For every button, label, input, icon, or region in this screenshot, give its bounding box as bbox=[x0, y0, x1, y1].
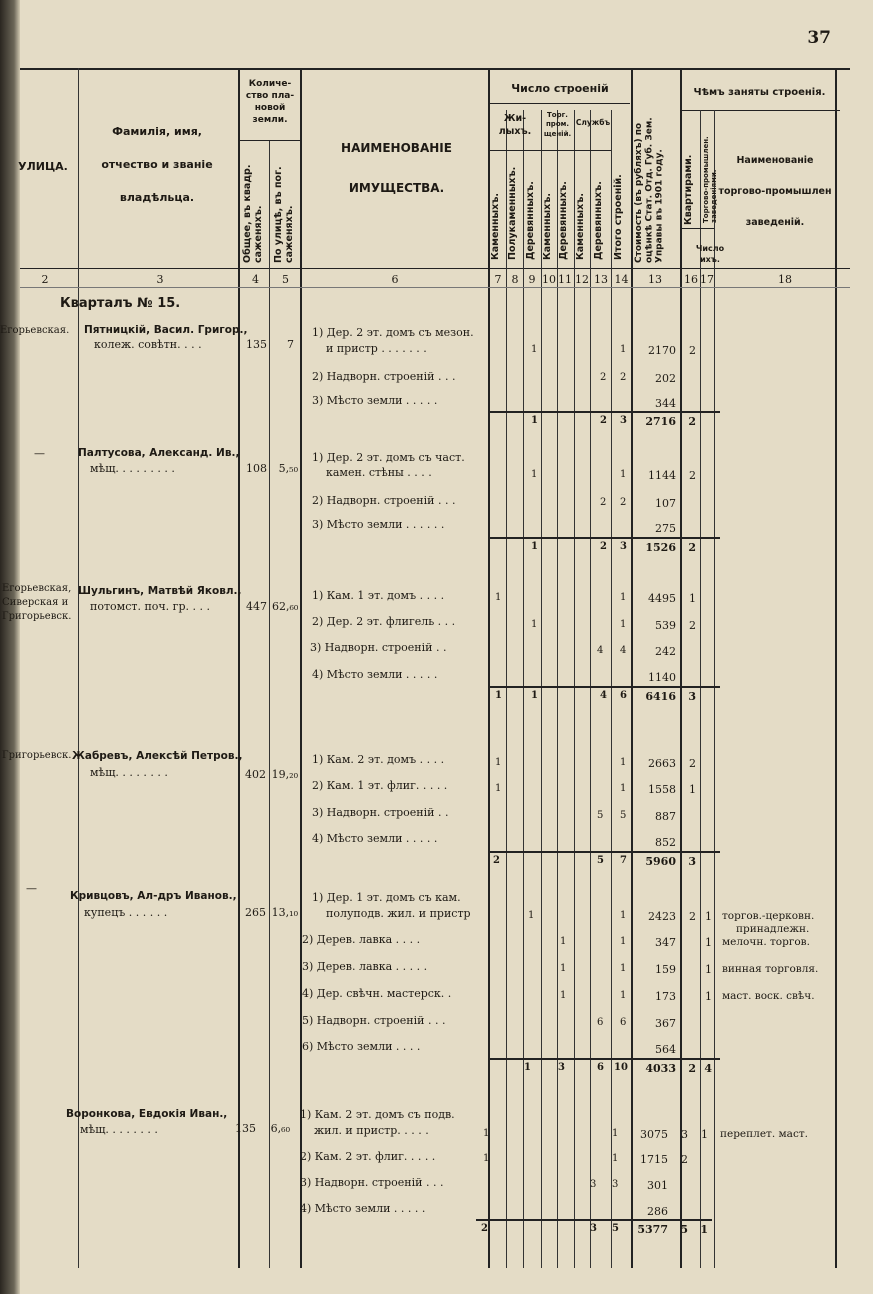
item-apt: 2 bbox=[689, 910, 696, 923]
item-label: 4) Дер. свѣчн. мастерск. . bbox=[302, 987, 452, 1000]
building-total: 1 bbox=[620, 990, 627, 1001]
owner-front: 13,₁₀ bbox=[271, 906, 298, 919]
total-count: 2 bbox=[481, 1223, 488, 1234]
header-line: Стоимость (въ рубляхъ) по bbox=[634, 122, 644, 263]
item-value: 173 bbox=[655, 990, 676, 1003]
owner-street: Григорьевск. bbox=[2, 750, 72, 761]
owner-total-apt: 2 bbox=[688, 541, 696, 554]
owner-total: 1526 bbox=[645, 541, 676, 554]
building-count: 1 bbox=[495, 757, 502, 768]
item-value: 4495 bbox=[648, 592, 676, 605]
building-total: 1 bbox=[620, 936, 627, 947]
item-value: 159 bbox=[655, 963, 676, 976]
item-apt: 2 bbox=[689, 344, 696, 357]
item-value: 367 bbox=[655, 1017, 676, 1030]
owner-area: 447 bbox=[246, 600, 267, 613]
col-number: 5 bbox=[282, 273, 289, 286]
header-line: пром. bbox=[545, 120, 570, 129]
item-value: 1558 bbox=[648, 783, 676, 796]
header-line: новой bbox=[254, 103, 286, 114]
total-count: 1 bbox=[531, 415, 538, 426]
item-apt: 3 bbox=[681, 1128, 688, 1141]
item-value: 852 bbox=[655, 836, 676, 849]
item-label: полуподв. жил. и пристр bbox=[326, 907, 471, 920]
owner-area: 108 bbox=[246, 462, 267, 475]
building-count: 1 bbox=[531, 469, 538, 480]
buildings-header-divider bbox=[490, 103, 630, 104]
header-line: НАИМЕНОВАНІЕ bbox=[341, 141, 452, 155]
item-value: 1715 bbox=[640, 1153, 668, 1166]
total-count: 1 bbox=[531, 690, 538, 701]
item-value: 275 bbox=[655, 522, 676, 535]
header-line: Число bbox=[695, 244, 725, 253]
col-number: 13 bbox=[594, 273, 608, 286]
item-value: 347 bbox=[655, 936, 676, 949]
header-est-name bbox=[716, 155, 834, 229]
col-number: 7 bbox=[494, 273, 502, 286]
header-line: ИМУЩЕСТВА. bbox=[348, 181, 445, 196]
est-name: маст. воск. свѣч. bbox=[722, 990, 815, 1002]
quarter-title: Кварталъ № 15. bbox=[60, 296, 181, 311]
header-residential bbox=[490, 113, 540, 139]
owner-total-cnt: 1 bbox=[700, 1223, 708, 1236]
owner-front: 5,₅₀ bbox=[278, 462, 298, 475]
est-divider bbox=[680, 228, 714, 229]
total-count: 3 bbox=[558, 1062, 565, 1073]
col-divider bbox=[680, 68, 682, 1268]
land-divider bbox=[238, 140, 300, 141]
header-line: щеній. bbox=[543, 129, 572, 138]
total-count: 2 bbox=[600, 541, 607, 552]
est-name: переплет. маст. bbox=[720, 1128, 808, 1140]
building-count: 2 bbox=[600, 497, 607, 508]
total-count: 1 bbox=[524, 1062, 531, 1073]
item-label: и пристр . . . . . . . bbox=[326, 342, 427, 355]
owner-street: Егорьевская. bbox=[0, 325, 70, 336]
owner-front: 7 bbox=[287, 338, 294, 351]
header-value bbox=[634, 78, 665, 263]
item-label: 4) Мѣсто земли . . . . . bbox=[312, 832, 438, 845]
item-label: 3) Мѣсто земли . . . . . bbox=[312, 394, 438, 407]
col-number: 8 bbox=[511, 273, 519, 286]
building-total: 1 bbox=[612, 1128, 619, 1139]
occupied-header-divider bbox=[680, 110, 840, 111]
col-number: 10 bbox=[542, 273, 556, 286]
header-service: Службъ bbox=[575, 118, 611, 127]
owner-name: Воронкова, Евдокія Иван., bbox=[66, 1108, 228, 1120]
col-number: 17 bbox=[700, 273, 714, 286]
item-label: 2) Надворн. строеній . . . bbox=[312, 370, 456, 383]
item-label: 1) Кам. 1 эт. домъ . . . . bbox=[312, 589, 445, 602]
item-label: 3) Надворн. строеній . . bbox=[310, 641, 447, 654]
col-divider bbox=[714, 110, 715, 1268]
item-label: 1) Дер. 1 эт. домъ съ кам. bbox=[312, 891, 461, 904]
item-label: 3) Дерев. лавка . . . . . bbox=[302, 960, 428, 973]
total-count: 2 bbox=[600, 415, 607, 426]
owner-title: купецъ . . . . . . bbox=[84, 906, 168, 919]
col-number: 4 bbox=[252, 273, 259, 286]
building-total: 1 bbox=[620, 592, 627, 603]
item-label: 1) Дер. 2 эт. домъ съ част. bbox=[312, 451, 465, 464]
item-label: камен. стѣны . . . . bbox=[326, 466, 432, 479]
item-value: 242 bbox=[655, 645, 676, 658]
header-line: торгово-промышлен bbox=[718, 185, 832, 197]
header-line: Жи- bbox=[503, 113, 527, 124]
header-buildings: Число строеній bbox=[511, 82, 609, 95]
owner-name: Жабревъ, Алексѣй Петров., bbox=[72, 750, 243, 762]
building-count: 1 bbox=[531, 619, 538, 630]
item-apt: 1 bbox=[689, 592, 696, 605]
building-total: 1 bbox=[612, 1153, 619, 1164]
building-count: 2 bbox=[600, 372, 607, 383]
col-number: 18 bbox=[778, 273, 792, 286]
col-divider bbox=[238, 68, 240, 1268]
item-label: 2) Кам. 1 эт. флиг. . . . . bbox=[312, 779, 448, 792]
item-apt: 1 bbox=[689, 783, 696, 796]
building-total: 5 bbox=[620, 810, 627, 821]
item-value: 286 bbox=[647, 1205, 668, 1218]
owner-title: мѣщ. . . . . . . . bbox=[80, 1123, 158, 1136]
item-cnt: 1 bbox=[705, 936, 712, 949]
total-line bbox=[488, 686, 720, 688]
header-wooden-1: Деревянныхъ. bbox=[525, 181, 536, 260]
header-line: Общее, въ квадр. bbox=[242, 164, 253, 263]
owner-total: 4033 bbox=[645, 1062, 676, 1075]
header-line: Торг. bbox=[547, 111, 568, 119]
building-total: 2 bbox=[620, 372, 627, 383]
item-value: 887 bbox=[655, 810, 676, 823]
total-count: 1 bbox=[531, 541, 538, 552]
header-line: оцѣнкѣ Стат. Отд. Губ. Зем. bbox=[644, 117, 655, 263]
item-apt: 2 bbox=[689, 469, 696, 482]
owner-area: 135 bbox=[246, 338, 267, 351]
header-land-total bbox=[243, 148, 265, 263]
building-count: 1 bbox=[483, 1128, 490, 1139]
table-top-border bbox=[20, 68, 850, 70]
col-divider bbox=[835, 68, 837, 1268]
header-line: Количе- bbox=[248, 79, 292, 89]
col-number: 14 bbox=[614, 273, 629, 286]
owner-name: Шульгинъ, Матвѣй Яковл., bbox=[78, 585, 242, 597]
total-line bbox=[476, 1219, 712, 1221]
item-apt: 2 bbox=[681, 1153, 688, 1166]
header-wooden-3: Деревянныхъ. bbox=[593, 181, 604, 260]
owner-total-apt: 3 bbox=[688, 690, 696, 703]
item-label: 1) Кам. 2 эт. домъ съ подв. bbox=[300, 1108, 455, 1121]
owner-street: — bbox=[34, 447, 45, 460]
building-total: 1 bbox=[620, 344, 627, 355]
item-label: 3) Мѣсто земли . . . . . . bbox=[312, 518, 445, 531]
col-number: 3 bbox=[156, 273, 164, 286]
owner-title: мѣщ. . . . . . . . bbox=[90, 766, 168, 779]
item-value: 344 bbox=[655, 397, 676, 410]
col-divider bbox=[631, 68, 633, 1268]
building-count: 1 bbox=[483, 1153, 490, 1164]
item-label: 3) Надворн. строеній . . . bbox=[300, 1176, 444, 1189]
header-occupied: Чѣмъ заняты строенія. bbox=[693, 87, 826, 98]
item-label: 2) Дерев. лавка . . . . bbox=[302, 933, 421, 946]
est-name: винная торговля. bbox=[722, 963, 819, 975]
header-line: земли. bbox=[252, 115, 288, 126]
header-owner-line: отчество и званіе bbox=[101, 157, 213, 171]
item-value: 1140 bbox=[648, 671, 676, 684]
building-count: 1 bbox=[495, 592, 502, 603]
item-label: 1) Кам. 2 эт. домъ . . . . bbox=[312, 753, 445, 766]
col-divider bbox=[269, 140, 270, 1268]
owner-total: 6416 bbox=[645, 690, 676, 703]
page-number: 37 bbox=[807, 28, 831, 48]
building-count: 1 bbox=[528, 910, 535, 921]
header-owner-line: Фамилія, имя, bbox=[112, 125, 202, 138]
item-apt: 2 bbox=[689, 619, 696, 632]
building-total: 1 bbox=[620, 757, 627, 768]
total-line bbox=[488, 411, 720, 413]
total-line bbox=[488, 537, 720, 539]
header-owner bbox=[82, 125, 232, 206]
item-label: 4) Мѣсто земли . . . . . bbox=[300, 1202, 426, 1215]
owner-street: Егорьевская, Сиверская и Григорьевск. bbox=[2, 583, 72, 622]
item-label: 1) Дер. 2 эт. домъ съ мезон. bbox=[312, 326, 474, 339]
header-property bbox=[305, 140, 488, 196]
col-divider bbox=[78, 68, 79, 1268]
item-value: 2170 bbox=[648, 344, 676, 357]
header-line: лыхъ. bbox=[498, 125, 532, 137]
building-total: 6 bbox=[620, 1017, 627, 1028]
item-cnt: 1 bbox=[705, 910, 712, 923]
header-line: заведеній. bbox=[745, 216, 805, 228]
total-count: 3 bbox=[590, 1223, 597, 1234]
col-number: 13 bbox=[648, 273, 662, 286]
col-number: 2 bbox=[41, 273, 49, 286]
building-total: 2 bbox=[620, 497, 627, 508]
header-line: саженяхъ. bbox=[252, 205, 264, 263]
col-number-border bbox=[20, 287, 850, 288]
header-stone-2: Каменныхъ. bbox=[542, 193, 553, 260]
owner-front: 6,₆₀ bbox=[270, 1122, 290, 1135]
total-count: 3 bbox=[620, 541, 627, 552]
building-total: 3 bbox=[612, 1179, 619, 1190]
header-line: По улицѣ, въ пог. bbox=[273, 166, 284, 263]
buildings-subdivider bbox=[490, 150, 611, 151]
item-label: 3) Надворн. строеній . . bbox=[312, 806, 449, 819]
building-count: 1 bbox=[531, 344, 538, 355]
building-count: 1 bbox=[560, 963, 567, 974]
header-line: саженяхъ. bbox=[283, 205, 295, 263]
est-name: принадлежн. bbox=[736, 923, 810, 935]
header-line: заведенiями. bbox=[710, 169, 719, 223]
header-trade bbox=[541, 111, 574, 139]
col-number: 11 bbox=[558, 273, 572, 286]
item-cnt: 1 bbox=[705, 963, 712, 976]
item-apt: 2 bbox=[689, 757, 696, 770]
owner-front: 19,₂₀ bbox=[271, 768, 298, 781]
building-count: 1 bbox=[560, 990, 567, 1001]
item-value: 2663 bbox=[648, 757, 676, 770]
est-name: мелочн. торгов. bbox=[722, 936, 810, 948]
header-street: УЛИЦА. bbox=[18, 160, 68, 173]
total-count: 5 bbox=[612, 1223, 619, 1234]
total-count: 6 bbox=[620, 690, 627, 701]
owner-total-apt: 2 bbox=[688, 1062, 696, 1075]
header-stone-3: Каменныхъ. bbox=[575, 193, 586, 260]
header-line: Управы въ 1901 году. bbox=[654, 149, 665, 263]
owner-area: 265 bbox=[245, 906, 266, 919]
owner-total: 2716 bbox=[645, 415, 676, 428]
building-count: 5 bbox=[597, 810, 604, 821]
item-value: 301 bbox=[647, 1179, 668, 1192]
owner-name: Кривцовъ, Ал-дръ Иванов., bbox=[70, 890, 237, 902]
owner-title: потомст. поч. гр. . . . bbox=[90, 600, 210, 613]
item-value: 1144 bbox=[648, 469, 676, 482]
building-total: 1 bbox=[620, 469, 627, 480]
total-count: 3 bbox=[620, 415, 627, 426]
item-label: 6) Мѣсто земли . . . . bbox=[302, 1040, 421, 1053]
owner-title: колеж. совѣтн. . . . bbox=[94, 338, 202, 351]
header-line: Торгово-промышлен. bbox=[702, 136, 710, 223]
item-label: 5) Надворн. строеній . . . bbox=[302, 1014, 446, 1027]
header-line: ство пла- bbox=[245, 91, 295, 102]
total-line bbox=[488, 851, 720, 853]
item-value: 539 bbox=[655, 619, 676, 632]
col-number: 9 bbox=[528, 273, 536, 286]
owner-total: 5377 bbox=[637, 1223, 668, 1236]
header-line: ихъ. bbox=[700, 254, 720, 264]
total-count: 10 bbox=[614, 1062, 628, 1073]
header-apartments: Квартирами. bbox=[683, 154, 694, 225]
building-total: 4 bbox=[620, 645, 627, 656]
building-count: 3 bbox=[590, 1179, 597, 1190]
owner-name: Пятницкій, Васил. Григор., bbox=[84, 324, 248, 336]
building-count: 1 bbox=[495, 783, 502, 794]
est-name: торгов.-церковн. bbox=[722, 910, 815, 922]
building-total: 1 bbox=[620, 910, 627, 921]
total-count: 2 bbox=[493, 855, 500, 866]
header-bottom-border bbox=[20, 268, 850, 269]
owner-front: 62,₆₀ bbox=[272, 600, 299, 613]
owner-total: 5960 bbox=[645, 855, 676, 868]
item-label: 2) Дер. 2 эт. флигель . . . bbox=[312, 615, 456, 628]
col-number: 12 bbox=[575, 273, 589, 286]
header-count bbox=[688, 244, 732, 266]
col-divider bbox=[300, 68, 302, 1268]
header-stone-1: Каменныхъ. bbox=[490, 193, 501, 260]
owner-area: 135 bbox=[235, 1122, 256, 1135]
owner-title: мѣщ. . . . . . . . . bbox=[90, 462, 175, 475]
item-value: 202 bbox=[655, 372, 676, 385]
owner-area: 402 bbox=[245, 768, 266, 781]
owner-total-apt: 5 bbox=[680, 1223, 688, 1236]
building-total: 1 bbox=[620, 963, 627, 974]
building-count: 6 bbox=[597, 1017, 604, 1028]
col-number: 6 bbox=[391, 273, 399, 286]
item-value: 3075 bbox=[640, 1128, 668, 1141]
owner-name: Палтусова, Александ. Ив., bbox=[78, 447, 240, 459]
owner-total-cnt: 4 bbox=[704, 1062, 712, 1075]
item-value: 107 bbox=[655, 497, 676, 510]
owner-total-apt: 2 bbox=[688, 415, 696, 428]
total-count: 7 bbox=[620, 855, 627, 866]
owner-total-apt: 3 bbox=[688, 855, 696, 868]
header-wooden-2: Деревянныхъ. bbox=[558, 181, 569, 260]
total-count: 5 bbox=[597, 855, 604, 866]
item-value: 2423 bbox=[648, 910, 676, 923]
total-count: 4 bbox=[600, 690, 607, 701]
building-total: 1 bbox=[620, 619, 627, 630]
header-semistone: Полукаменныхъ. bbox=[507, 166, 518, 260]
item-cnt: 1 bbox=[705, 990, 712, 1003]
header-owner-line: владѣльца. bbox=[119, 190, 195, 204]
building-total: 1 bbox=[620, 783, 627, 794]
item-cnt: 1 bbox=[701, 1128, 708, 1141]
header-land-qty bbox=[240, 78, 300, 127]
building-count: 1 bbox=[560, 936, 567, 947]
col-number: 16 bbox=[684, 273, 698, 286]
item-value: 564 bbox=[655, 1043, 676, 1056]
header-land-street bbox=[274, 148, 296, 263]
item-label: 2) Надворн. строеній . . . bbox=[312, 494, 456, 507]
building-count: 4 bbox=[597, 645, 604, 656]
header-line: Наименованіе bbox=[736, 155, 814, 166]
item-label: 2) Кам. 2 эт. флиг. . . . . bbox=[300, 1150, 436, 1163]
total-count: 6 bbox=[597, 1062, 604, 1073]
owner-street: — bbox=[26, 882, 37, 895]
header-total-buildings: Итого строеній. bbox=[613, 174, 624, 260]
total-count: 1 bbox=[495, 690, 502, 701]
book-gutter bbox=[0, 0, 20, 1294]
item-label: жил. и пристр. . . . . bbox=[314, 1124, 429, 1137]
total-line bbox=[488, 1058, 720, 1060]
item-label: 4) Мѣсто земли . . . . . bbox=[312, 668, 438, 681]
